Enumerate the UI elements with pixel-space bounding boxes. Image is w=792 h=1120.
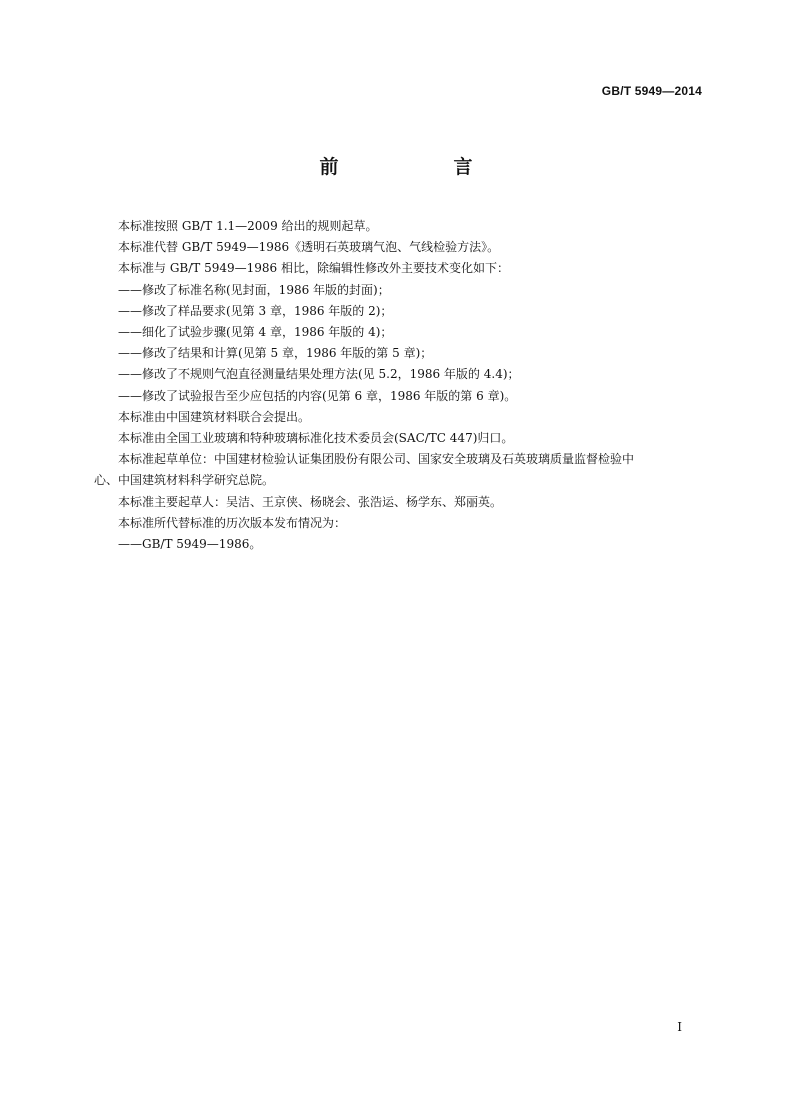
drafting-rules-paragraph: 本标准按照 GB/T 1.1—2009 给出的规则起草。 bbox=[118, 219, 378, 233]
foreword-content bbox=[94, 216, 702, 555]
change-item-procedure: ——细化了试验步骤(见第 4 章，1986 年版的 4)； bbox=[118, 325, 393, 340]
changes-intro-paragraph: 本标准与 GB/T 5949—1986 相比，除编辑性修改外主要技术变化如下： bbox=[118, 261, 509, 276]
page-number: I bbox=[677, 1020, 682, 1034]
history-item: ——GB/T 5949—1986。 bbox=[118, 537, 262, 552]
change-item-title: ——修改了标准名称(见封面，1986 年版的封面)； bbox=[118, 282, 390, 297]
replacement-paragraph: 本标准代替 GB/T 5949—1986《透明石英玻璃气泡、气线检验方法》。 bbox=[118, 240, 500, 255]
drafters-paragraph: 本标准主要起草人：吴洁、王京侠、杨晓会、张浩运、杨学东、郑丽英。 bbox=[118, 494, 503, 509]
drafting-units-line-2: 心、中国建筑材料科学研究总院。 bbox=[94, 473, 275, 488]
centralized-paragraph: 本标准由全国工业玻璃和特种玻璃标准化技术委员会(SAC/TC 447)归口。 bbox=[118, 431, 514, 446]
change-item-results: ——修改了结果和计算(见第 5 章，1986 年版的第 5 章)； bbox=[118, 346, 433, 361]
change-item-irregular-bubble: ——修改了不规则气泡直径测量结果处理方法(见 5.2，1986 年版的 4.4)； bbox=[118, 367, 520, 382]
page-title: 前 言 bbox=[319, 156, 521, 178]
proposer-paragraph: 本标准由中国建筑材料联合会提出。 bbox=[118, 409, 311, 424]
history-intro-paragraph: 本标准所代替标准的历次版本发布情况为： bbox=[118, 515, 347, 530]
drafting-units-line-1: 本标准起草单位：中国建材检验认证集团股份有限公司、国家安全玻璃及石英玻璃质量监督检验中 bbox=[118, 452, 635, 467]
change-item-report: ——修改了试验报告至少应包括的内容(见第 6 章，1986 年版的第 6 章)。 bbox=[118, 388, 517, 403]
change-item-sample: ——修改了样品要求(见第 3 章，1986 年版的 2)； bbox=[118, 303, 393, 318]
standard-number-header: GB/T 5949—2014 bbox=[601, 84, 702, 98]
